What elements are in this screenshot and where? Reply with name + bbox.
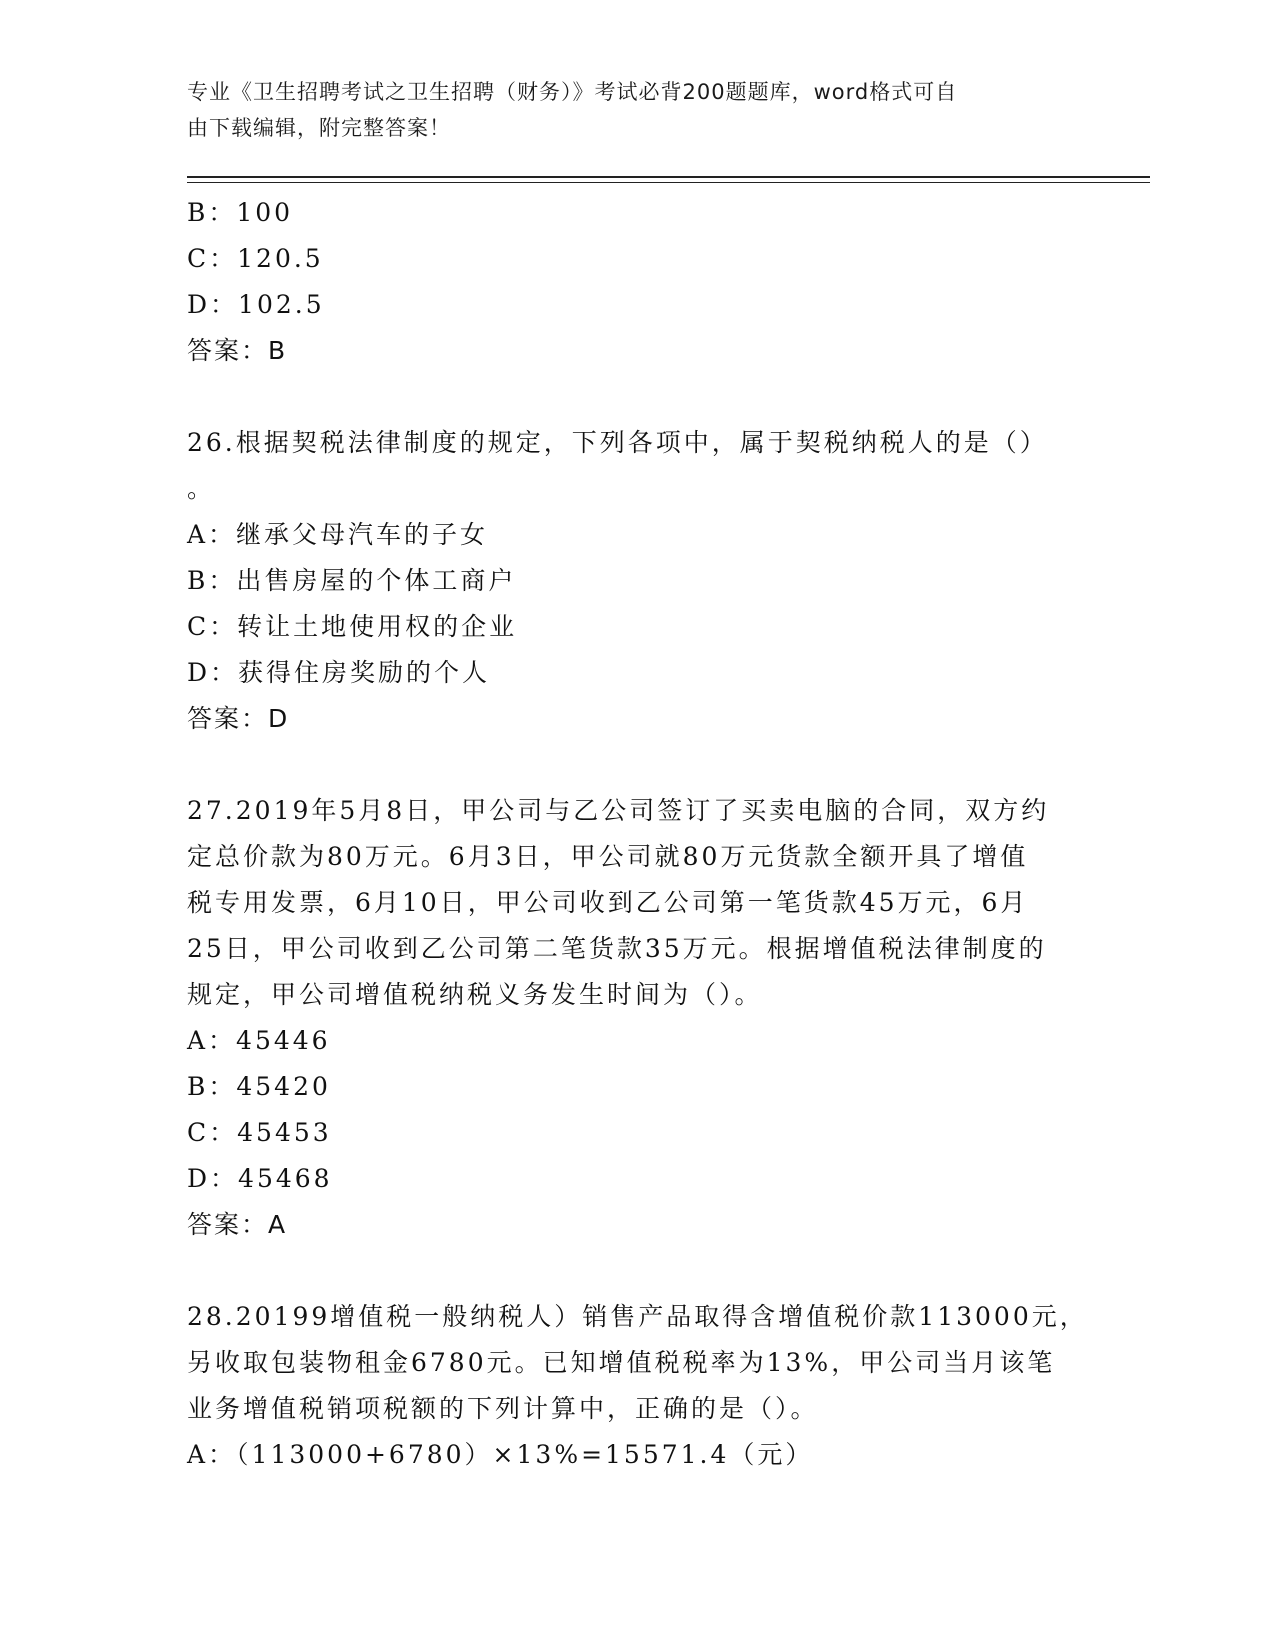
option-d: D：102.5 [187,290,325,319]
question-stem-line: 26.根据契税法律制度的规定，下列各项中，属于契税纳税人的是（） [187,428,1048,457]
option-d: D：45468 [187,1164,333,1193]
spacer [187,1248,1087,1294]
question-25 [187,190,1087,374]
question-26 [187,420,1087,742]
spacer [187,742,1087,788]
header-line-2: 由下载编辑，附完整答案！ [187,116,451,140]
answer-line: 答案：A [187,1210,288,1239]
option-a: A：（113000+6780）×13%=15571.4（元） [187,1440,814,1469]
question-stem-line: 25日，甲公司收到乙公司第二笔货款35万元。根据增值税法律制度的 [187,934,1047,963]
option-d: D：获得住房奖励的个人 [187,658,491,687]
header-line-1: 专业《卫生招聘考试之卫生招聘（财务）》考试必背200题题库，word格式可自 [187,80,958,104]
question-stem-line: 27.2019年5月8日，甲公司与乙公司签订了买卖电脑的合同，双方约 [187,796,1050,825]
option-b: B：45420 [187,1072,331,1101]
answer-line: 答案：B [187,336,288,365]
question-stem-line: 业务增值税销项税额的下列计算中，正确的是（）。 [187,1394,819,1423]
document-header [187,74,1067,146]
option-c: C：转让土地使用权的企业 [187,612,518,641]
option-a: A：45446 [187,1026,331,1055]
question-list [187,190,1087,1478]
option-c: C：120.5 [187,244,324,273]
question-stem-line: 。 [187,474,216,503]
header-divider-thin [187,182,1150,183]
answer-line: 答案：D [187,704,290,733]
question-stem-line: 规定，甲公司增值税纳税义务发生时间为（）。 [187,980,763,1009]
question-27 [187,788,1087,1248]
question-stem-line: 28.20199增值税一般纳税人）销售产品取得含增值税价款113000元， [187,1302,1088,1331]
question-28 [187,1294,1087,1478]
question-stem-line: 另收取包装物租金6780元。已知增值税税率为13%，甲公司当月该笔 [187,1348,1056,1377]
option-a: A：继承父母汽车的子女 [187,520,489,549]
header-divider-thick [187,176,1150,178]
spacer [187,374,1087,420]
option-c: C：45453 [187,1118,332,1147]
question-stem-line: 税专用发票，6月10日，甲公司收到乙公司第一笔货款45万元，6月 [187,888,1029,917]
question-stem-line: 定总价款为80万元。6月3日，甲公司就80万元货款全额开具了增值 [187,842,1029,871]
option-b: B：100 [187,198,294,227]
option-b: B：出售房屋的个体工商户 [187,566,517,595]
